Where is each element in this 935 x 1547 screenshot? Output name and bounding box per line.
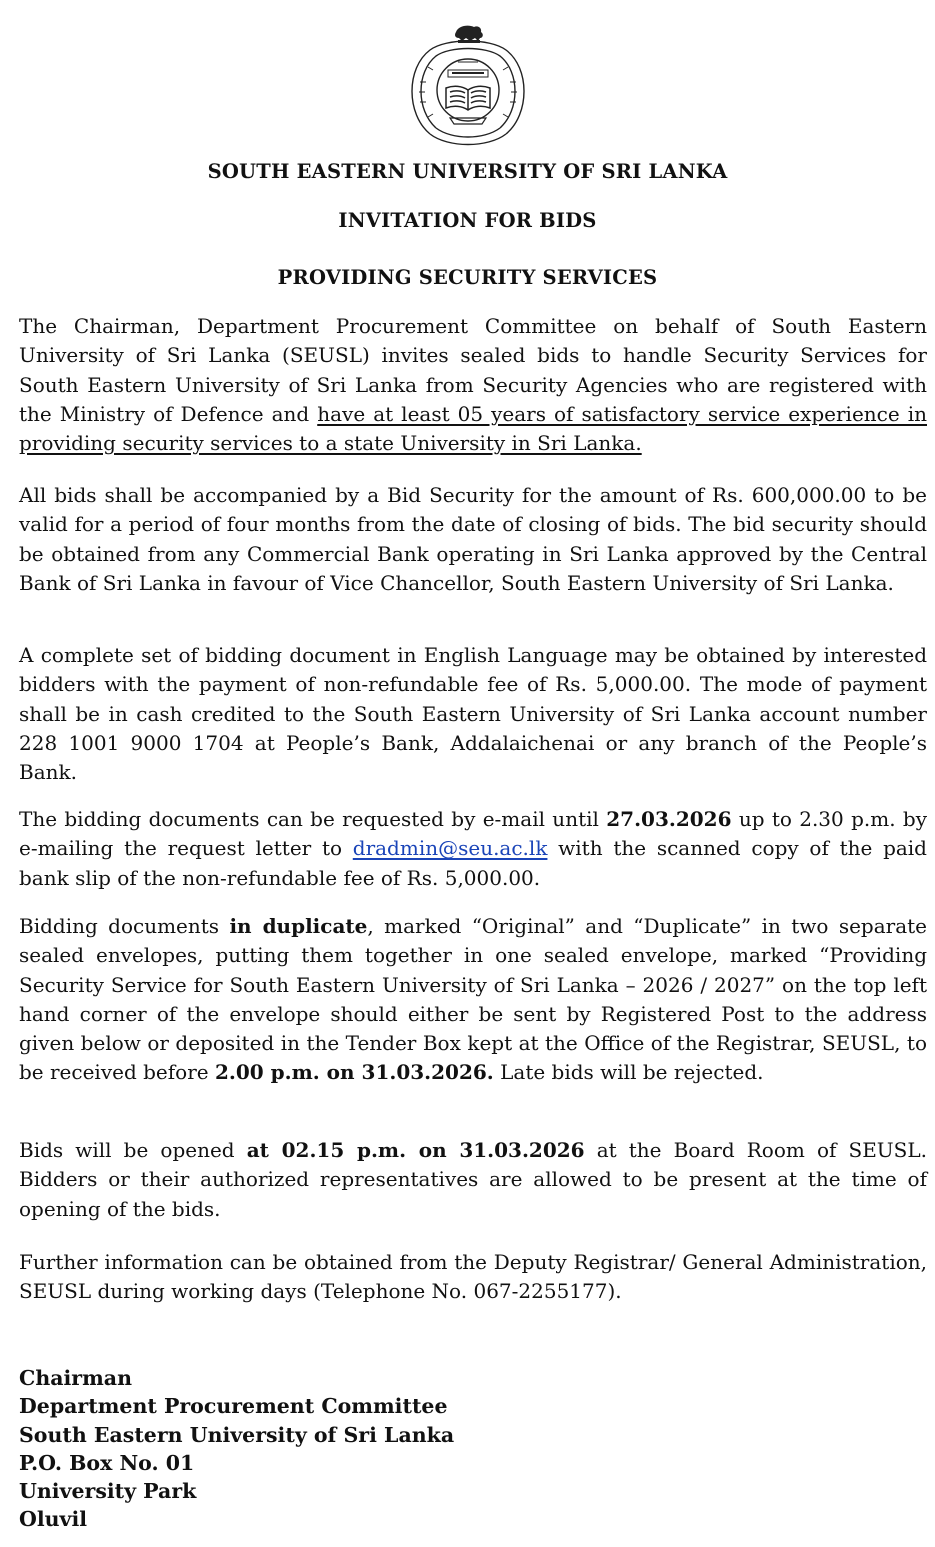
submission-text-a: Bidding documents xyxy=(19,914,230,938)
notice-subject-heading: PROVIDING SECURITY SERVICES xyxy=(277,266,658,289)
paragraph-further-information: Further information can be obtained from the Deputy Registrar/ General Administration, SEUSL during working days (Telephone No. 067-2255177). xyxy=(19,1250,927,1304)
opening-time-text: at 02.15 p.m. on 31.03.2026 xyxy=(246,1138,585,1162)
paragraph-bidding-document: A complete set of bidding document in English Language may be obtained by interested bidders with the payment of non-refundable fee of Rs. 5,000.00. The mode of payment shall be in cash credited to the South Eastern University of Sri Lanka account number 228 1001 9000 1704 at People’s Bank, Addalaichenai or any branch of the People’s Bank. xyxy=(19,643,927,785)
university-name-heading: SOUTH EASTERN UNIVERSITY OF SRI LANKA xyxy=(207,160,728,183)
paragraph-submission xyxy=(19,912,927,1088)
closing-deadline-text: 2.00 p.m. on 31.03.2026. xyxy=(214,1060,494,1085)
paragraph-request-by-email xyxy=(19,805,927,893)
signature-po-box: P.O. Box No. 01 xyxy=(19,1450,195,1475)
contact-email-link[interactable]: dradmin@seu.ac.lk xyxy=(352,836,548,861)
in-duplicate-text: in duplicate xyxy=(229,914,368,938)
experience-requirement-text: have at least 05 years of satisfactory service experience in providing security services to a state University in Sri Lanka. xyxy=(19,401,927,456)
paragraph-bid-opening xyxy=(19,1136,927,1224)
invitation-text: The Chairman, Department Procurement Committee on behalf of South Eastern University of Sri Lanka (SEUSL) invites sealed bids to handle Security Services for South Eastern University of Sri Lanka from Security Agencies who are registered with the Ministry of Defence and xyxy=(19,314,927,426)
signature-park: University Park xyxy=(19,1479,197,1504)
request-deadline-date: 27.03.2026 xyxy=(606,807,732,831)
paragraph-invitation xyxy=(19,312,927,458)
opening-text-a: Bids will be opened xyxy=(19,1138,247,1162)
request-text-b: up to 2.30 p.m. by e-mailing the request letter to xyxy=(19,807,927,861)
signature-committee: Department Procurement Committee xyxy=(19,1394,448,1419)
request-text-a: The bidding documents can be requested by e-mail until xyxy=(19,807,607,831)
submission-text-c: Late bids will be rejected. xyxy=(493,1060,764,1085)
notice-type-heading: INVITATION FOR BIDS xyxy=(338,209,597,232)
signature-title: Chairman xyxy=(19,1366,132,1390)
university-crest-logo xyxy=(398,22,538,152)
opening-text-b: at the Board Room of SEUSL. Bidders or their authorized representatives are allowed to be present at the time of opening of the bids. xyxy=(19,1138,927,1221)
signature-town: Oluvil xyxy=(19,1507,88,1532)
request-text-c: with the scanned copy of the paid bank slip of the non-refundable fee of Rs. 5,000.00. xyxy=(19,836,927,890)
paragraph-bid-security: All bids shall be accompanied by a Bid Security for the amount of Rs. 600,000.00 to be valid for a period of four months from the date of closing of bids. The bid security should be obtained from any Commercial Bank operating in Sri Lanka approved by the Central Bank of Sri Lanka in favour of Vice Chancellor, South Eastern University of Sri Lanka. xyxy=(19,483,927,595)
signature-university: South Eastern University of Sri Lanka xyxy=(19,1422,455,1447)
submission-text-b: , marked “Original” and “Duplicate” in two separate sealed envelopes, putting them together in one sealed envelope, marked “Providing Security Service for South Eastern University of Sri Lanka – 2026 / 2027” on the top left hand corner of the envelope should either be sent by Registered Post to the address given below or deposited in the Tender Box kept at the Office of the Registrar, SEUSL, to be received before xyxy=(19,914,928,1085)
signature-block xyxy=(19,1364,454,1534)
